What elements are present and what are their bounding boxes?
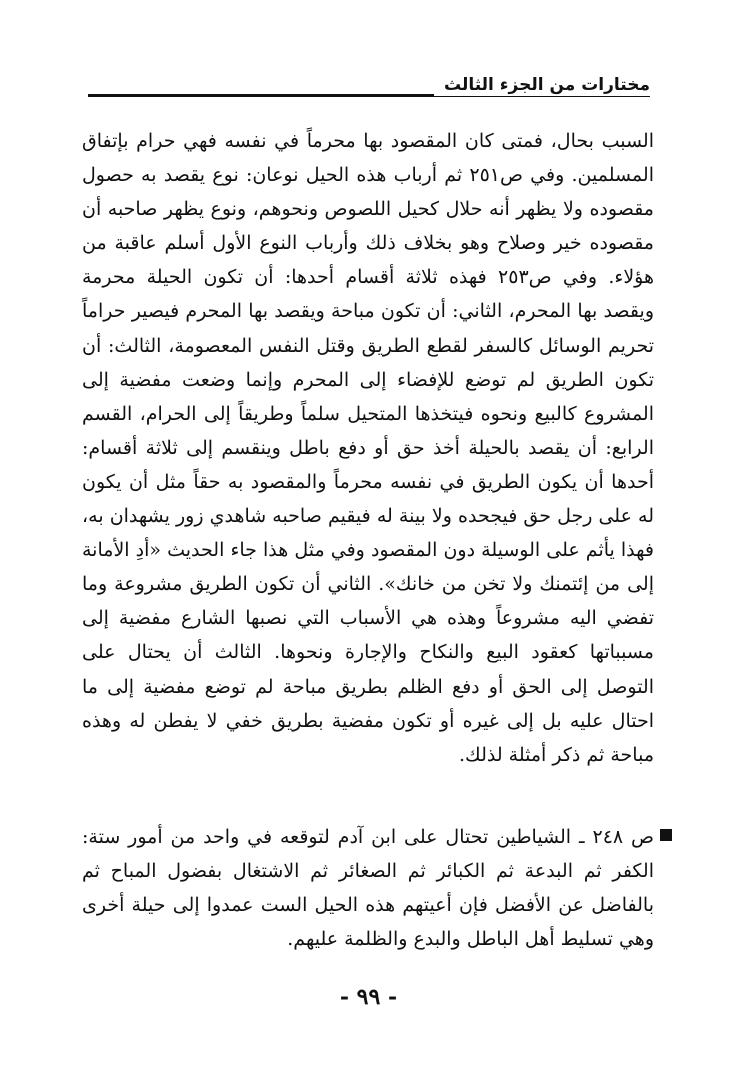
- running-header: [88, 68, 650, 108]
- bullet-text: ص ٢٤٨ ـ الشياطين تحتال على ابن آدم لتوقعه في واحد من أمور ستة: الكفر ثم البدعة ثم الكبائر ثم الصغائر ثم الاشتغال بفضول المباح ثم بالفاضل عن الأفضل فإن أعيتهم هذه الحيل الست عمدوا إلى حيلة أخرى وهي تسليط أهل الباطل والبدع والظلمة عليهم.: [82, 826, 654, 951]
- page-number: - ٩٩ -: [339, 984, 398, 1010]
- bullet-item: [82, 820, 654, 956]
- header-title: مختارات من الجزء الثالث: [434, 74, 650, 96]
- main-paragraph: السبب بحال، فمتى كان المقصود بها محرماً في نفسه فهي حرام بإتفاق المسلمين. وفي ص٢٥١ ثم أرباب هذه الحيل نوعان: نوع يقصد به حصول مقصوده ولا يظهر أنه حلال كحيل اللصوص ونحوهم، ونوع يظهر صاحبه أن مقصوده خير وصلاح وهو بخلاف ذلك وأرباب النوع الأول أسلم عاقبة من هؤلاء. وفي ص٢٥٣ فهذه ثلاثة أقسام أحدها: أن تكون الحيلة محرمة ويقصد بها المحرم، الثاني: أن تكون مباحة ويقصد بها المحرم فيصير حراماً تحريم الوسائل كالسفر لقطع الطريق وقتل النفس المعصومة، الثالث: أن تكون الطريق لم توضع للإفضاء إلى المحرم وإنما وضعت مفضية إلى المشروع كالبيع ونحوه فيتخذها المتحيل سلماً وطريقاً إلى الحرام، القسم الرابع: أن يقصد بالحيلة أخذ حق أو دفع باطل وينقسم إلى ثلاثة أقسام: أحدها أن يكون الطريق في نفسه محرماً والمقصود به حقاً مثل أن يكون له على رجل حق فيجحده ولا بينة له فيقيم صاحبه شاهدي زور يشهدان به، فهذا يأثم على الوسيلة دون المقصود وفي مثل هذا جاء الحديث «أدِ الأمانة إلى من إئتمنك ولا تخن من خانك». الثاني أن تكون الطريق مشروعة وما تفضي اليه مشروعاً وهذه هي الأسباب التي نصبها الشارع مفضية إلى مسبباتها كعقود البيع والنكاح والإجارة ونحوها. الثالث أن يحتال على التوصل إلى الحق أو دفع الظلم بطريق مباحة لم توضع مفضية إلى ما احتال عليه بل إلى غيره أو تكون مفضية بطريق خفي لا يفطن له وهذه مباحة ثم ذكر أمثلة لذلك.: [82, 130, 654, 766]
- square-bullet-icon: [660, 829, 672, 841]
